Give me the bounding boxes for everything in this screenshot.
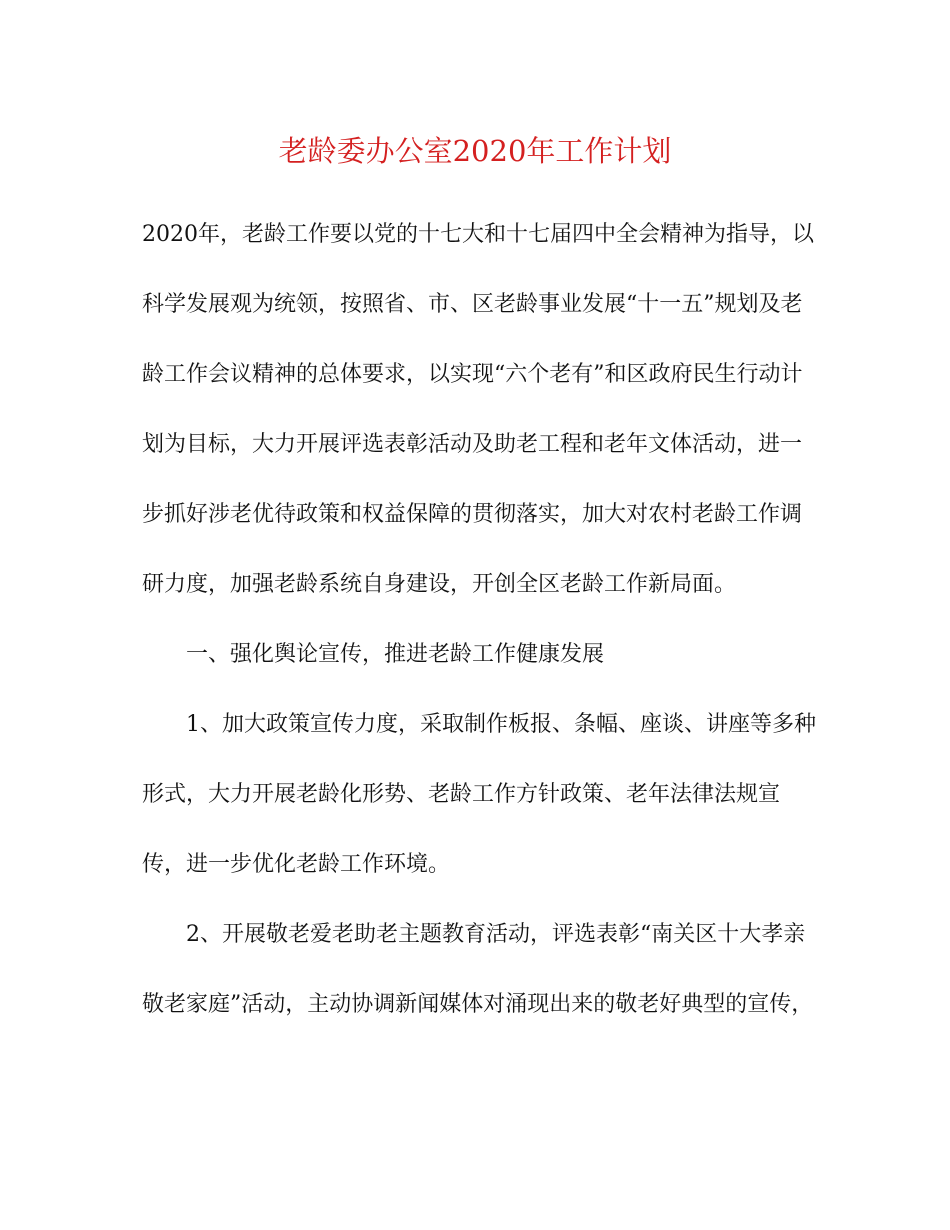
paragraph-line: 传，进一步优化老龄工作环境。 [142,852,451,877]
paragraph-line: 科学发展观为统领，按照省、市、区老龄事业发展“十一五”规划及老 [142,292,803,317]
paragraph-line: 形式，大力开展老龄化形势、老龄工作方针政策、老年法律法规宣 [142,782,781,807]
paragraph-line: 划为目标，大力开展评选表彰活动及助老工程和老年文体活动，进一 [142,432,803,457]
paragraph-line: 1、加大政策宣传力度，采取制作板报、条幅、座谈、讲座等多种 [186,712,816,737]
paragraph-line: 2020年，老龄工作要以党的十七大和十七届四中全会精神为指导，以 [142,222,814,247]
paragraph-line: 2、开展敬老爱老助老主题教育活动，评选表彰“南关区十大孝亲 [186,922,806,947]
paragraph-line: 研力度，加强老龄系统自身建设，开创全区老龄工作新局面。 [142,572,737,597]
paragraph-line: 敬老家庭”活动，主动协调新闻媒体对涌现出来的敬老好典型的宣传， [142,992,814,1017]
document-title: 老龄委办公室2020年工作计划 [278,134,672,168]
paragraph-line: 龄工作会议精神的总体要求，以实现“六个老有”和区政府民生行动计 [142,362,803,387]
section-heading: 一、强化舆论宣传，推进老龄工作健康发展 [186,642,605,667]
paragraph-line: 步抓好涉老优待政策和权益保障的贯彻落实，加大对农村老龄工作调 [142,502,803,527]
